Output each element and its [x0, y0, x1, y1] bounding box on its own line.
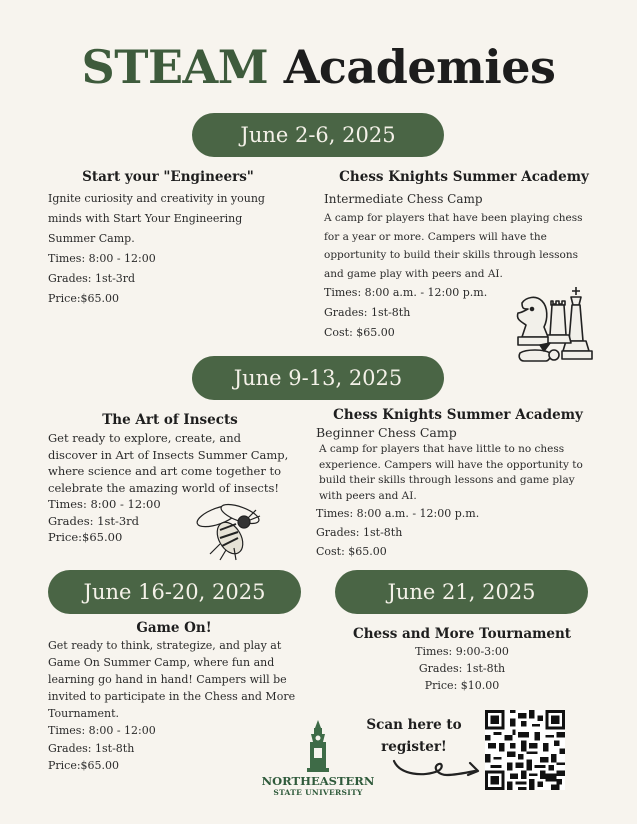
- game-on-heading: Game On!: [136, 620, 212, 636]
- chess-pieces-icon: [514, 283, 606, 371]
- chess-intermediate-heading: Chess Knights Summer Academy: [339, 169, 589, 185]
- game-on-times: Times: 8:00 - 12:00: [48, 724, 156, 737]
- game-on-description: Get ready to think, strategize, and play at Game On Summer Camp, where fun and learning go hand in hand! Campers will be invited to participate in the Chess and More Tournament.: [48, 639, 296, 720]
- register-line1: Scan here to: [366, 717, 462, 733]
- chess-beginner-grades: Grades: 1st-8th: [316, 526, 403, 539]
- chess-beginner-subtitle: Beginner Chess Camp: [316, 425, 457, 440]
- engineers-heading: Start your "Engineers": [82, 169, 254, 185]
- insects-times: Times: 8:00 - 12:00: [48, 497, 161, 511]
- game-on-price: Price:$65.00: [48, 759, 120, 772]
- tournament-event: [336, 625, 588, 694]
- week-banner-june-21: June 21, 2025: [335, 570, 588, 614]
- engineers-description: Ignite curiosity and creativity in young minds with Start Your Engineering Summer Camp.: [48, 192, 265, 245]
- chess-beginner-heading: Chess Knights Summer Academy: [333, 407, 583, 423]
- page-title: STEAM Academies: [81, 40, 556, 94]
- arrow-icon: [390, 755, 482, 781]
- university-logo: [258, 720, 378, 798]
- chess-intermediate-grades: Grades: 1st-8th: [324, 306, 411, 319]
- clock-tower-icon: [303, 720, 333, 772]
- game-on-grades: Grades: 1st-8th: [48, 741, 135, 755]
- tournament-grades: Grades: 1st-8th: [418, 662, 506, 675]
- chess-beginner-description: A camp for players that have little to no chess experience. Campers will have the opportunity to build their skills through lessons and game play with peers and AI.: [319, 443, 583, 502]
- engineers-times: Times: 8:00 - 12:00: [48, 252, 156, 265]
- engineers-price: Price:$65.00: [48, 292, 120, 305]
- tournament-heading: Chess and More Tournament: [352, 626, 572, 642]
- register-line2: register!: [381, 739, 447, 755]
- chess-intermediate-cost: Cost: $65.00: [324, 326, 395, 339]
- week-banner-june-16-20: June 16-20, 2025: [48, 570, 301, 614]
- chess-intermediate-subtitle: Intermediate Chess Camp: [324, 192, 483, 206]
- qr-code[interactable]: [485, 710, 565, 790]
- logo-name: NORTHEASTERN: [261, 774, 375, 788]
- chess-beginner-cost: Cost: $65.00: [316, 545, 387, 558]
- insects-description: Get ready to explore, create, and discover in Art of Insects Summer Camp, where science and art come together to celebrate the amazing world of insects!: [48, 431, 289, 495]
- chess-beginner-camp: [316, 406, 600, 561]
- insects-price: Price:$65.00: [48, 530, 123, 544]
- tournament-price: Price: $10.00: [424, 679, 500, 692]
- week-banner-june-2-6: June 2-6, 2025: [192, 113, 444, 157]
- chess-intermediate-description: A camp for players that have been playing chess for a year or more. Campers will have the opportunity to build their skills through lessons and game play with peers and AI.: [324, 212, 583, 280]
- chess-intermediate-times: Times: 8:00 a.m. - 12:00 p.m.: [324, 286, 488, 299]
- engineers-camp: [48, 167, 288, 309]
- tournament-times: Times: 9:00-3:00: [415, 645, 509, 658]
- register-prompt: [364, 714, 464, 758]
- week-banner-june-9-13: June 9-13, 2025: [192, 356, 444, 400]
- bee-icon: [190, 500, 266, 562]
- insects-heading: The Art of Insects: [102, 412, 238, 428]
- insects-grades: Grades: 1st-3rd: [48, 513, 140, 528]
- engineers-grades: Grades: 1st-3rd: [48, 272, 136, 285]
- chess-beginner-times: Times: 8:00 a.m. - 12:00 p.m.: [316, 507, 480, 520]
- logo-subname: STATE UNIVERSITY: [273, 788, 363, 797]
